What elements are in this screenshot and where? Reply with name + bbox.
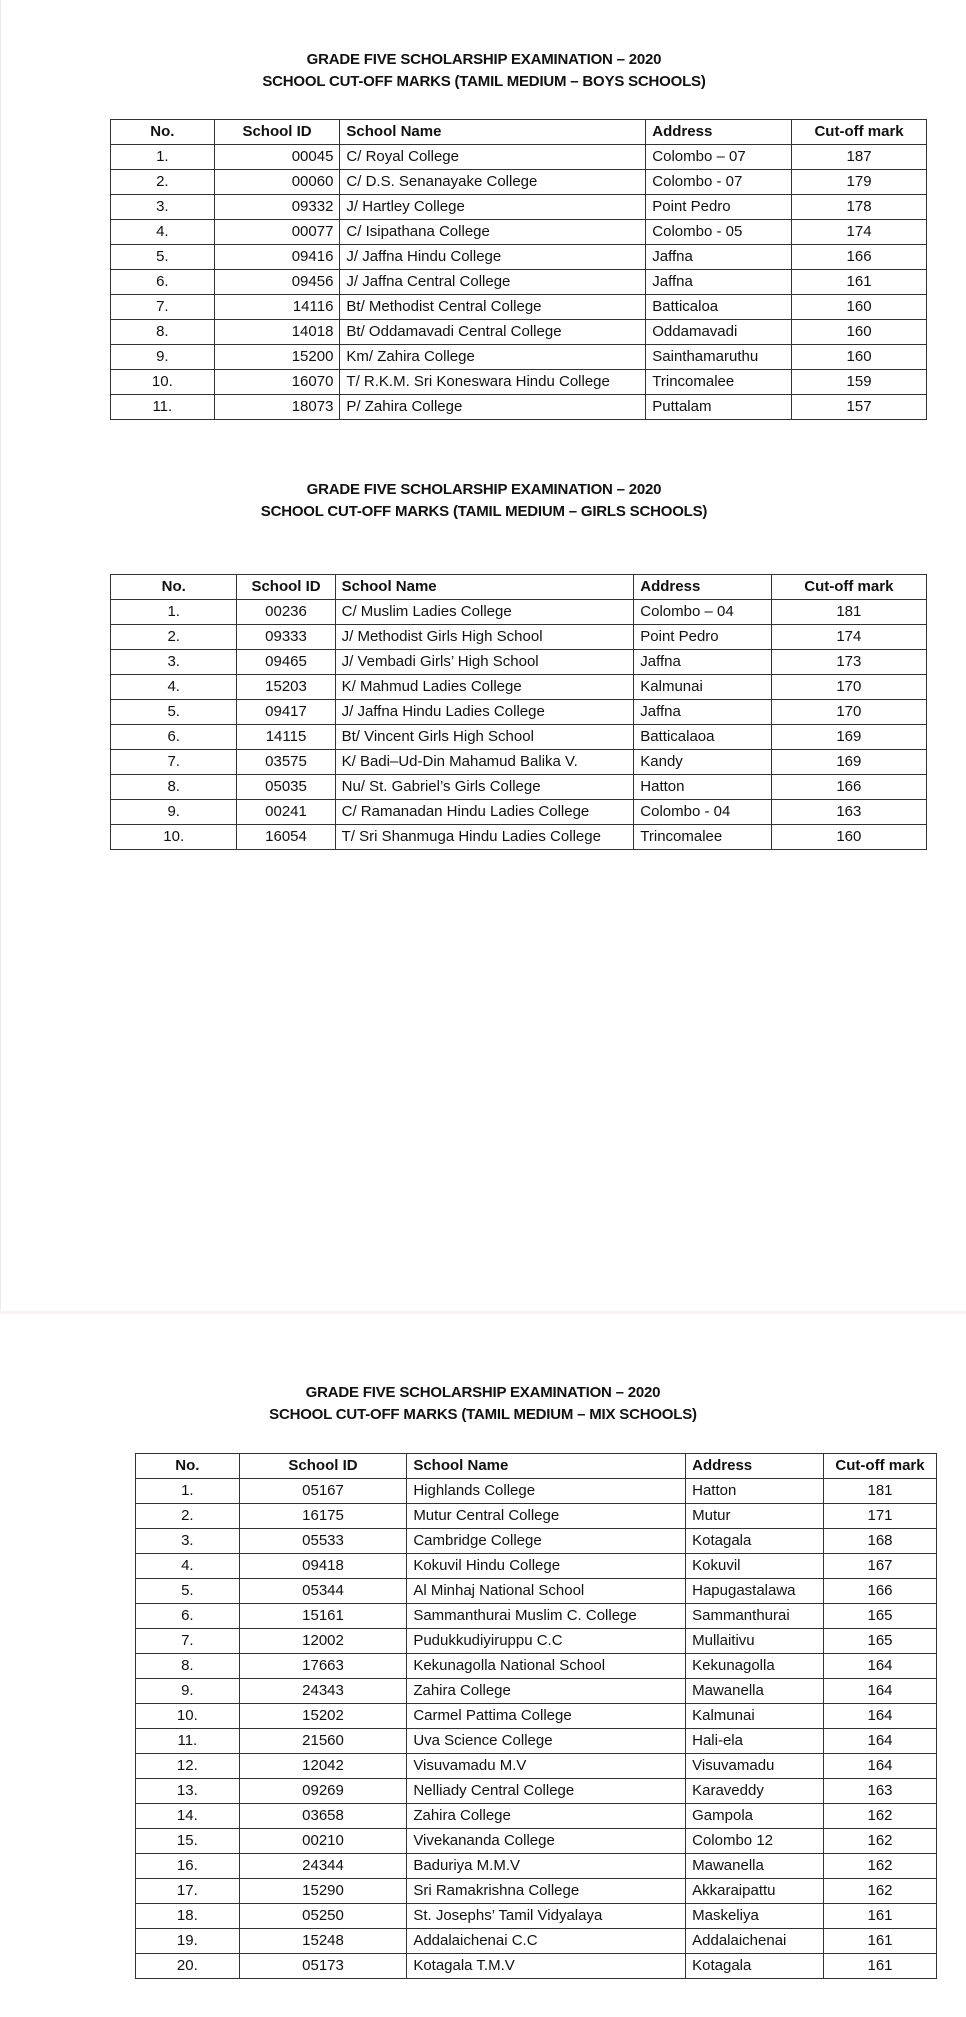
cell-cutoff-mark: 163 <box>771 800 926 825</box>
cell-school-name: Kekunagolla National School <box>407 1654 686 1679</box>
cell-school-name: Bt/ Methodist Central College <box>340 295 646 320</box>
boys-title-line2: SCHOOL CUT-OFF MARKS (TAMIL MEDIUM – BOYS SCHOOLS) <box>262 73 706 90</box>
cell-cutoff-mark: 166 <box>824 1579 937 1604</box>
cell-school-name: Cambridge College <box>407 1529 686 1554</box>
table-row <box>111 295 927 320</box>
cell-no: 6. <box>111 725 237 750</box>
boys-title <box>1 49 966 93</box>
cell-address: Trincomalee <box>646 370 792 395</box>
cell-school-id: 03658 <box>239 1804 407 1829</box>
cell-school-name: J/ Jaffna Hindu College <box>340 245 646 270</box>
table-row <box>111 600 927 625</box>
cell-cutoff-mark: 161 <box>824 1929 937 1954</box>
girls-header-row <box>111 575 927 600</box>
cell-school-id: 09269 <box>239 1779 407 1804</box>
cell-cutoff-mark: 178 <box>792 195 927 220</box>
table-row <box>111 195 927 220</box>
table-row <box>136 1829 937 1854</box>
cell-school-name: Km/ Zahira College <box>340 345 646 370</box>
cell-school-name: Carmel Pattima College <box>407 1704 686 1729</box>
column-header-cutoff-mark: Cut-off mark <box>824 1454 937 1479</box>
cell-school-id: 16175 <box>239 1504 407 1529</box>
cell-school-id: 12002 <box>239 1629 407 1654</box>
cell-cutoff-mark: 161 <box>824 1954 937 1979</box>
cell-school-name: Zahira College <box>407 1679 686 1704</box>
cell-cutoff-mark: 163 <box>824 1779 937 1804</box>
table-row <box>136 1679 937 1704</box>
cell-cutoff-mark: 164 <box>824 1754 937 1779</box>
table-row <box>111 800 927 825</box>
column-header-no: No. <box>136 1454 240 1479</box>
cell-cutoff-mark: 162 <box>824 1854 937 1879</box>
column-header-no: No. <box>111 120 215 145</box>
cell-cutoff-mark: 171 <box>824 1504 937 1529</box>
cell-school-name: J/ Methodist Girls High School <box>335 625 634 650</box>
cell-cutoff-mark: 165 <box>824 1604 937 1629</box>
cell-address: Jaffna <box>634 700 771 725</box>
cell-cutoff-mark: 165 <box>824 1629 937 1654</box>
table-row <box>136 1704 937 1729</box>
cell-no: 8. <box>111 320 215 345</box>
cell-address: Puttalam <box>646 395 792 420</box>
cell-no: 10. <box>111 825 237 850</box>
table-row <box>111 370 927 395</box>
cell-address: Batticalaoa <box>634 725 771 750</box>
cell-cutoff-mark: 179 <box>792 170 927 195</box>
cell-school-name: Bt/ Vincent Girls High School <box>335 725 634 750</box>
page-2 <box>0 1314 966 2017</box>
cell-school-id: 09332 <box>214 195 340 220</box>
cell-address: Batticaloa <box>646 295 792 320</box>
column-header-no: No. <box>111 575 237 600</box>
girls-title-line2: SCHOOL CUT-OFF MARKS (TAMIL MEDIUM – GIRLS SCHOOLS) <box>260 503 708 520</box>
cell-address: Mutur <box>686 1504 824 1529</box>
cell-address: Hali-ela <box>686 1729 824 1754</box>
cell-school-id: 05167 <box>239 1479 407 1504</box>
column-header-school-id: School ID <box>239 1454 407 1479</box>
table-row <box>136 1604 937 1629</box>
cell-no: 17. <box>136 1879 240 1904</box>
cell-cutoff-mark: 174 <box>771 625 926 650</box>
cell-address: Colombo - 05 <box>646 220 792 245</box>
cell-no: 3. <box>136 1529 240 1554</box>
cell-address: Mullaitivu <box>686 1629 824 1654</box>
cell-school-name: J/ Jaffna Central College <box>340 270 646 295</box>
column-header-address: Address <box>686 1454 824 1479</box>
table-row <box>136 1779 937 1804</box>
table-row <box>136 1879 937 1904</box>
cell-cutoff-mark: 162 <box>824 1829 937 1854</box>
cell-cutoff-mark: 170 <box>771 700 926 725</box>
table-row <box>136 1579 937 1604</box>
cell-address: Hatton <box>634 775 771 800</box>
table-row <box>136 1904 937 1929</box>
cell-school-name: Kokuvil Hindu College <box>407 1554 686 1579</box>
cell-cutoff-mark: 168 <box>824 1529 937 1554</box>
cell-school-id: 24343 <box>239 1679 407 1704</box>
cell-no: 2. <box>136 1504 240 1529</box>
cell-address: Kokuvil <box>686 1554 824 1579</box>
cell-school-id: 00060 <box>214 170 340 195</box>
table-row <box>136 1504 937 1529</box>
mix-title-line1: GRADE FIVE SCHOLARSHIP EXAMINATION – 2020 <box>305 1384 661 1401</box>
cell-school-id: 05250 <box>239 1904 407 1929</box>
cell-address: Jaffna <box>646 245 792 270</box>
table-row <box>111 145 927 170</box>
cell-school-name: Mutur Central College <box>407 1504 686 1529</box>
cell-school-id: 09456 <box>214 270 340 295</box>
table-row <box>111 725 927 750</box>
cell-address: Gampola <box>686 1804 824 1829</box>
cell-address: Point Pedro <box>646 195 792 220</box>
cell-no: 10. <box>111 370 215 395</box>
cell-school-name: Highlands College <box>407 1479 686 1504</box>
mix-table <box>135 1453 937 1979</box>
table-row <box>136 1654 937 1679</box>
cell-address: Colombo – 07 <box>646 145 792 170</box>
table-row <box>111 775 927 800</box>
cell-school-id: 09417 <box>237 700 335 725</box>
cell-no: 19. <box>136 1929 240 1954</box>
cell-school-id: 03575 <box>237 750 335 775</box>
cell-address: Colombo – 04 <box>634 600 771 625</box>
column-header-school-name: School Name <box>335 575 634 600</box>
cell-school-id: 00045 <box>214 145 340 170</box>
cell-no: 5. <box>111 700 237 725</box>
cell-no: 13. <box>136 1779 240 1804</box>
cell-cutoff-mark: 160 <box>792 320 927 345</box>
cell-address: Visuvamadu <box>686 1754 824 1779</box>
cell-school-id: 16054 <box>237 825 335 850</box>
boys-title-line1: GRADE FIVE SCHOLARSHIP EXAMINATION – 2020 <box>306 51 662 68</box>
cell-school-name: C/ Muslim Ladies College <box>335 600 634 625</box>
cell-address: Oddamavadi <box>646 320 792 345</box>
column-header-address: Address <box>646 120 792 145</box>
column-header-school-name: School Name <box>407 1454 686 1479</box>
cell-cutoff-mark: 161 <box>792 270 927 295</box>
cell-no: 3. <box>111 650 237 675</box>
table-row <box>136 1529 937 1554</box>
table-row <box>111 625 927 650</box>
cell-address: Kotagala <box>686 1954 824 1979</box>
cell-cutoff-mark: 166 <box>771 775 926 800</box>
cell-school-id: 14018 <box>214 320 340 345</box>
cell-no: 4. <box>111 220 215 245</box>
cell-cutoff-mark: 166 <box>792 245 927 270</box>
cell-cutoff-mark: 164 <box>824 1679 937 1704</box>
cell-cutoff-mark: 187 <box>792 145 927 170</box>
cell-cutoff-mark: 164 <box>824 1729 937 1754</box>
cell-school-id: 14116 <box>214 295 340 320</box>
cell-no: 9. <box>136 1679 240 1704</box>
cell-no: 4. <box>111 675 237 700</box>
cell-no: 2. <box>111 625 237 650</box>
boys-header-row <box>111 120 927 145</box>
cell-school-id: 18073 <box>214 395 340 420</box>
cell-address: Colombo - 07 <box>646 170 792 195</box>
cell-address: Jaffna <box>634 650 771 675</box>
cell-no: 6. <box>136 1604 240 1629</box>
cell-address: Mawanella <box>686 1679 824 1704</box>
cell-school-id: 09465 <box>237 650 335 675</box>
cell-no: 5. <box>136 1579 240 1604</box>
cell-cutoff-mark: 174 <box>792 220 927 245</box>
cell-address: Colombo - 04 <box>634 800 771 825</box>
cell-cutoff-mark: 173 <box>771 650 926 675</box>
cell-school-name: St. Josephs’ Tamil Vidyalaya <box>407 1904 686 1929</box>
cell-school-name: C/ Isipathana College <box>340 220 646 245</box>
cell-school-id: 15200 <box>214 345 340 370</box>
cell-no: 11. <box>136 1729 240 1754</box>
cell-cutoff-mark: 157 <box>792 395 927 420</box>
cell-address: Point Pedro <box>634 625 771 650</box>
cell-no: 9. <box>111 345 215 370</box>
cell-no: 12. <box>136 1754 240 1779</box>
cell-school-name: Nu/ St. Gabriel’s Girls College <box>335 775 634 800</box>
cell-school-name: Sammanthurai Muslim C. College <box>407 1604 686 1629</box>
cell-no: 7. <box>111 750 237 775</box>
cell-school-id: 15203 <box>237 675 335 700</box>
cell-address: Hapugastalawa <box>686 1579 824 1604</box>
cell-school-name: Pudukkudiyiruppu C.C <box>407 1629 686 1654</box>
table-row <box>111 675 927 700</box>
cell-school-id: 17663 <box>239 1654 407 1679</box>
cell-address: Karaveddy <box>686 1779 824 1804</box>
cell-address: Kandy <box>634 750 771 775</box>
cell-school-id: 15248 <box>239 1929 407 1954</box>
table-row <box>136 1479 937 1504</box>
cell-school-name: Uva Science College <box>407 1729 686 1754</box>
cell-school-id: 16070 <box>214 370 340 395</box>
cell-school-name: Sri Ramakrishna College <box>407 1879 686 1904</box>
column-header-school-id: School ID <box>214 120 340 145</box>
cell-address: Kalmunai <box>686 1704 824 1729</box>
table-row <box>111 270 927 295</box>
cell-no: 16. <box>136 1854 240 1879</box>
cell-no: 7. <box>111 295 215 320</box>
cell-no: 8. <box>111 775 237 800</box>
cell-school-id: 09416 <box>214 245 340 270</box>
cell-school-id: 21560 <box>239 1729 407 1754</box>
cell-cutoff-mark: 160 <box>792 295 927 320</box>
cell-cutoff-mark: 169 <box>771 725 926 750</box>
cell-school-name: C/ Ramanadan Hindu Ladies College <box>335 800 634 825</box>
cell-address: Jaffna <box>646 270 792 295</box>
cell-school-name: Kotagala T.M.V <box>407 1954 686 1979</box>
cell-school-id: 09333 <box>237 625 335 650</box>
cell-school-id: 05344 <box>239 1579 407 1604</box>
cell-school-id: 00077 <box>214 220 340 245</box>
cell-cutoff-mark: 162 <box>824 1879 937 1904</box>
girls-title <box>1 479 966 523</box>
girls-table <box>110 574 927 850</box>
cell-cutoff-mark: 161 <box>824 1904 937 1929</box>
cell-no: 10. <box>136 1704 240 1729</box>
cell-no: 15. <box>136 1829 240 1854</box>
column-header-cutoff-mark: Cut-off mark <box>771 575 926 600</box>
cell-cutoff-mark: 181 <box>824 1479 937 1504</box>
cell-no: 20. <box>136 1954 240 1979</box>
cell-school-id: 05533 <box>239 1529 407 1554</box>
cell-school-id: 24344 <box>239 1854 407 1879</box>
cell-school-id: 00241 <box>237 800 335 825</box>
cell-school-name: J/ Jaffna Hindu Ladies College <box>335 700 634 725</box>
cell-cutoff-mark: 160 <box>771 825 926 850</box>
cell-cutoff-mark: 170 <box>771 675 926 700</box>
cell-school-id: 05173 <box>239 1954 407 1979</box>
cell-no: 3. <box>111 195 215 220</box>
cell-address: Maskeliya <box>686 1904 824 1929</box>
column-header-school-id: School ID <box>237 575 335 600</box>
cell-address: Akkaraipattu <box>686 1879 824 1904</box>
cell-address: Sammanthurai <box>686 1604 824 1629</box>
cell-address: Kotagala <box>686 1529 824 1554</box>
cell-school-name: K/ Mahmud Ladies College <box>335 675 634 700</box>
cell-school-name: J/ Vembadi Girls’ High School <box>335 650 634 675</box>
cell-school-name: P/ Zahira College <box>340 395 646 420</box>
cell-no: 8. <box>136 1654 240 1679</box>
cell-school-id: 12042 <box>239 1754 407 1779</box>
cell-school-id: 14115 <box>237 725 335 750</box>
cell-no: 9. <box>111 800 237 825</box>
cell-school-name: C/ D.S. Senanayake College <box>340 170 646 195</box>
cell-school-name: J/ Hartley College <box>340 195 646 220</box>
cell-school-name: K/ Badi–Ud-Din Mahamud Balika V. <box>335 750 634 775</box>
table-row <box>136 1954 937 1979</box>
cell-school-name: T/ Sri Shanmuga Hindu Ladies College <box>335 825 634 850</box>
cell-school-name: Vivekananda College <box>407 1829 686 1854</box>
cell-school-name: Visuvamadu M.V <box>407 1754 686 1779</box>
cell-school-name: Al Minhaj National School <box>407 1579 686 1604</box>
cell-address: Mawanella <box>686 1854 824 1879</box>
cell-cutoff-mark: 159 <box>792 370 927 395</box>
table-row <box>136 1729 937 1754</box>
mix-header-row <box>136 1454 937 1479</box>
cell-no: 14. <box>136 1804 240 1829</box>
cell-cutoff-mark: 169 <box>771 750 926 775</box>
cell-cutoff-mark: 160 <box>792 345 927 370</box>
cell-no: 2. <box>111 170 215 195</box>
cell-school-name: Zahira College <box>407 1804 686 1829</box>
cell-address: Trincomalee <box>634 825 771 850</box>
cell-address: Sainthamaruthu <box>646 345 792 370</box>
cell-no: 1. <box>136 1479 240 1504</box>
cell-cutoff-mark: 167 <box>824 1554 937 1579</box>
cell-school-id: 00236 <box>237 600 335 625</box>
cell-no: 18. <box>136 1904 240 1929</box>
table-row <box>136 1629 937 1654</box>
cell-school-id: 15202 <box>239 1704 407 1729</box>
boys-table <box>110 119 927 420</box>
table-row <box>111 245 927 270</box>
cell-no: 5. <box>111 245 215 270</box>
cell-no: 4. <box>136 1554 240 1579</box>
cell-cutoff-mark: 164 <box>824 1704 937 1729</box>
table-row <box>136 1754 937 1779</box>
table-row <box>111 320 927 345</box>
cell-address: Kekunagolla <box>686 1654 824 1679</box>
cell-address: Kalmunai <box>634 675 771 700</box>
girls-title-line1: GRADE FIVE SCHOLARSHIP EXAMINATION – 2020 <box>306 481 662 498</box>
column-header-school-name: School Name <box>340 120 646 145</box>
cell-no: 1. <box>111 145 215 170</box>
cell-school-name: T/ R.K.M. Sri Koneswara Hindu College <box>340 370 646 395</box>
column-header-address: Address <box>634 575 771 600</box>
cell-cutoff-mark: 181 <box>771 600 926 625</box>
table-row <box>111 395 927 420</box>
cell-cutoff-mark: 164 <box>824 1654 937 1679</box>
cell-school-id: 15290 <box>239 1879 407 1904</box>
mix-title-line2: SCHOOL CUT-OFF MARKS (TAMIL MEDIUM – MIX SCHOOLS) <box>269 1406 697 1423</box>
cell-cutoff-mark: 162 <box>824 1804 937 1829</box>
cell-school-id: 00210 <box>239 1829 407 1854</box>
cell-school-id: 05035 <box>237 775 335 800</box>
table-row <box>111 345 927 370</box>
cell-no: 11. <box>111 395 215 420</box>
table-row <box>136 1554 937 1579</box>
cell-no: 1. <box>111 600 237 625</box>
table-row <box>136 1854 937 1879</box>
table-row <box>136 1929 937 1954</box>
cell-school-name: Addalaichenai C.C <box>407 1929 686 1954</box>
cell-school-id: 09418 <box>239 1554 407 1579</box>
mix-title <box>0 1382 966 1426</box>
cell-address: Colombo 12 <box>686 1829 824 1854</box>
cell-no: 7. <box>136 1629 240 1654</box>
table-row <box>111 750 927 775</box>
table-row <box>111 700 927 725</box>
cell-address: Addalaichenai <box>686 1929 824 1954</box>
cell-school-name: Bt/ Oddamavadi Central College <box>340 320 646 345</box>
table-row <box>111 825 927 850</box>
cell-school-name: Nelliady Central College <box>407 1779 686 1804</box>
table-row <box>136 1804 937 1829</box>
table-row <box>111 650 927 675</box>
table-row <box>111 170 927 195</box>
table-row <box>111 220 927 245</box>
cell-address: Hatton <box>686 1479 824 1504</box>
cell-school-name: C/ Royal College <box>340 145 646 170</box>
cell-school-id: 15161 <box>239 1604 407 1629</box>
cell-school-name: Baduriya M.M.V <box>407 1854 686 1879</box>
column-header-cutoff-mark: Cut-off mark <box>792 120 927 145</box>
cell-no: 6. <box>111 270 215 295</box>
